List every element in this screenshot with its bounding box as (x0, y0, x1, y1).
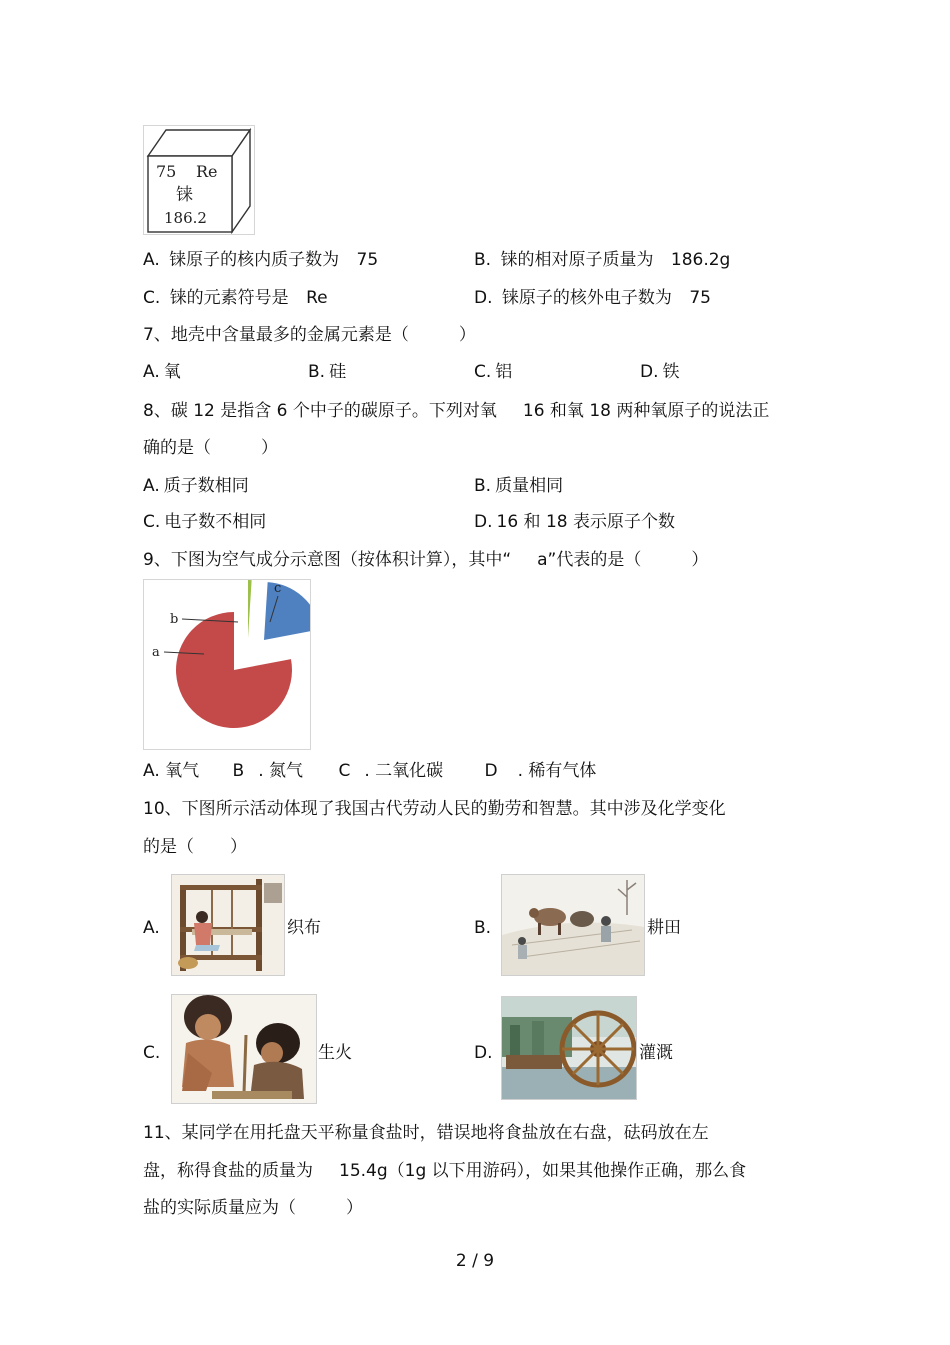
q8-a-label: A. (143, 476, 160, 496)
q10-a-text[interactable]: 织布 (287, 918, 321, 938)
q6-option-c[interactable] (143, 287, 328, 309)
q6-b-text: 铼的相对原子质量为 (500, 250, 654, 270)
q9-option-a[interactable]: A. 氧气 (143, 761, 200, 781)
q8-stem-line1 (143, 400, 769, 422)
q6-option-a[interactable] (143, 249, 378, 271)
q7-stem-text: 7、地壳中含量最多的金属元素是（ (143, 325, 409, 345)
q8-option-c[interactable] (143, 511, 266, 533)
q11-close-paren: ） (346, 1198, 363, 1218)
q9-option-c-letter[interactable]: C (338, 761, 351, 781)
q7-option-b[interactable] (308, 361, 346, 383)
q9-stem (143, 549, 708, 571)
page-number (0, 1250, 950, 1272)
air-composition-pie-chart (143, 579, 311, 750)
q6-a-text: 铼原子的核内质子数为 (169, 250, 340, 270)
q7-b-label: B. (308, 362, 326, 382)
q11-line3-text: 盐的实际质量应为（ (143, 1198, 296, 1218)
pie-label-a: a (152, 645, 160, 660)
q8-b-label: B. (474, 476, 492, 496)
q6-b-value: 186.2g (670, 250, 731, 270)
q8-stem-line2 (143, 437, 278, 459)
q8-stem-part1: 8、碳 12 是指含 6 个中子的碳原子。下列对氧 (143, 401, 497, 421)
pie-label-c: c (274, 581, 282, 596)
weaving-loom-image[interactable] (171, 874, 285, 976)
q6-c-value: Re (306, 288, 328, 308)
q9-option-b-letter[interactable]: B (232, 761, 245, 781)
q6-a-label: A. (143, 250, 160, 270)
q10-b-label[interactable]: B. (474, 918, 492, 938)
q8-d-label: D. (474, 512, 493, 532)
q10-close-paren: ） (230, 837, 247, 857)
q7-d-label: D. (640, 362, 659, 382)
q7-option-d[interactable] (640, 361, 680, 383)
q8-option-d[interactable] (474, 511, 675, 533)
q8-a-text: 质子数相同 (163, 476, 249, 496)
q9-stem-part2: a”代表的是（ (537, 550, 642, 570)
pie-chart-svg (144, 580, 310, 749)
element-card-image (143, 125, 255, 235)
q6-option-d[interactable] (474, 287, 711, 309)
q6-c-label: C. (143, 288, 161, 308)
q7-close-paren: ） (458, 325, 476, 345)
q10-d-label[interactable]: D. (474, 1043, 493, 1063)
q8-stem-line2-text: 确的是（ (143, 438, 211, 458)
q8-option-b[interactable] (474, 475, 563, 497)
q9-stem-part1: 9、下图为空气成分示意图（按体积计算），其中“ (143, 550, 512, 570)
q7-option-c[interactable] (474, 361, 512, 383)
page-separator: / (472, 1251, 478, 1271)
q8-b-text: 质量相同 (495, 476, 564, 496)
pie-label-b: b (170, 612, 179, 627)
q8-stem-part2: 16 和氧 18 两种氧原子的说法正 (522, 401, 770, 421)
q8-c-text: 电子数不相同 (164, 512, 267, 532)
q7-c-label: C. (474, 362, 492, 382)
q11-line3 (143, 1197, 363, 1219)
q10-d-text[interactable]: 灌溉 (639, 1043, 673, 1063)
waterwheel-irrigation-image[interactable] (501, 996, 637, 1100)
q7-d-text: 铁 (662, 362, 680, 382)
q10-stem-line1: 10、下图所示活动体现了我国古代劳动人民的勤劳和智慧。其中涉及化学变化 (143, 799, 726, 819)
q8-option-a[interactable] (143, 475, 249, 497)
q9-option-d-letter[interactable]: D (484, 761, 498, 781)
q6-d-value: 75 (689, 288, 711, 308)
making-fire-image[interactable] (171, 994, 317, 1104)
q7-option-a[interactable] (143, 361, 181, 383)
q6-b-label: B. (474, 250, 492, 270)
q6-d-text: 铼原子的核外电子数为 (501, 288, 672, 308)
q10-c-label[interactable]: C. (143, 1043, 161, 1063)
q11-line2-part2: 15.4g（1g 以下用游码），如果其他操作正确，那么食 (339, 1161, 747, 1181)
q9-option-b-text[interactable]: . 氮气 (258, 761, 304, 781)
page-total: 9 (483, 1251, 495, 1271)
q6-a-value: 75 (356, 250, 379, 270)
q11-line1: 11、某同学在用托盘天平称量食盐时，错误地将食盐放在右盘，砝码放在左 (143, 1123, 709, 1143)
q10-stem-line2-text: 的是（ (143, 837, 194, 857)
q10-a-label[interactable]: A. (143, 918, 160, 938)
atomic-mass: 186.2 (164, 209, 207, 227)
pie-slice-b (248, 580, 252, 638)
q11-line2 (143, 1160, 746, 1182)
q9-option-c-text[interactable]: . 二氧化碳 (364, 761, 444, 781)
q7-a-label: A. (143, 362, 160, 382)
q8-close-paren: ） (261, 438, 278, 458)
q8-d-text: 16 和 18 表示原子个数 (496, 512, 675, 532)
q7-c-text: 铝 (495, 362, 513, 382)
q6-c-text: 铼的元素符号是 (169, 288, 289, 308)
q11-line2-part1: 盘，称得食盐的质量为 (143, 1161, 313, 1181)
q6-option-b[interactable] (474, 249, 730, 271)
atomic-number: 75 (156, 162, 177, 181)
q9-close-paren: ） (691, 550, 709, 570)
q9-option-d-text[interactable]: . 稀有气体 (517, 761, 597, 781)
element-symbol: Re (196, 162, 218, 181)
q7-b-text: 硅 (329, 362, 347, 382)
q8-c-label: C. (143, 512, 161, 532)
page-current: 2 (455, 1251, 467, 1271)
element-name: 铼 (176, 185, 193, 205)
q10-c-text[interactable]: 生火 (318, 1043, 352, 1063)
q10-b-text[interactable]: 耕田 (647, 918, 681, 938)
q6-d-label: D. (474, 288, 493, 308)
plowing-field-image[interactable] (501, 874, 645, 976)
q7-a-text: 氧 (163, 362, 181, 382)
q9-options (143, 760, 596, 782)
q7-stem (143, 324, 476, 346)
pie-slice-c (264, 582, 310, 640)
q10-stem-line2 (143, 836, 247, 858)
